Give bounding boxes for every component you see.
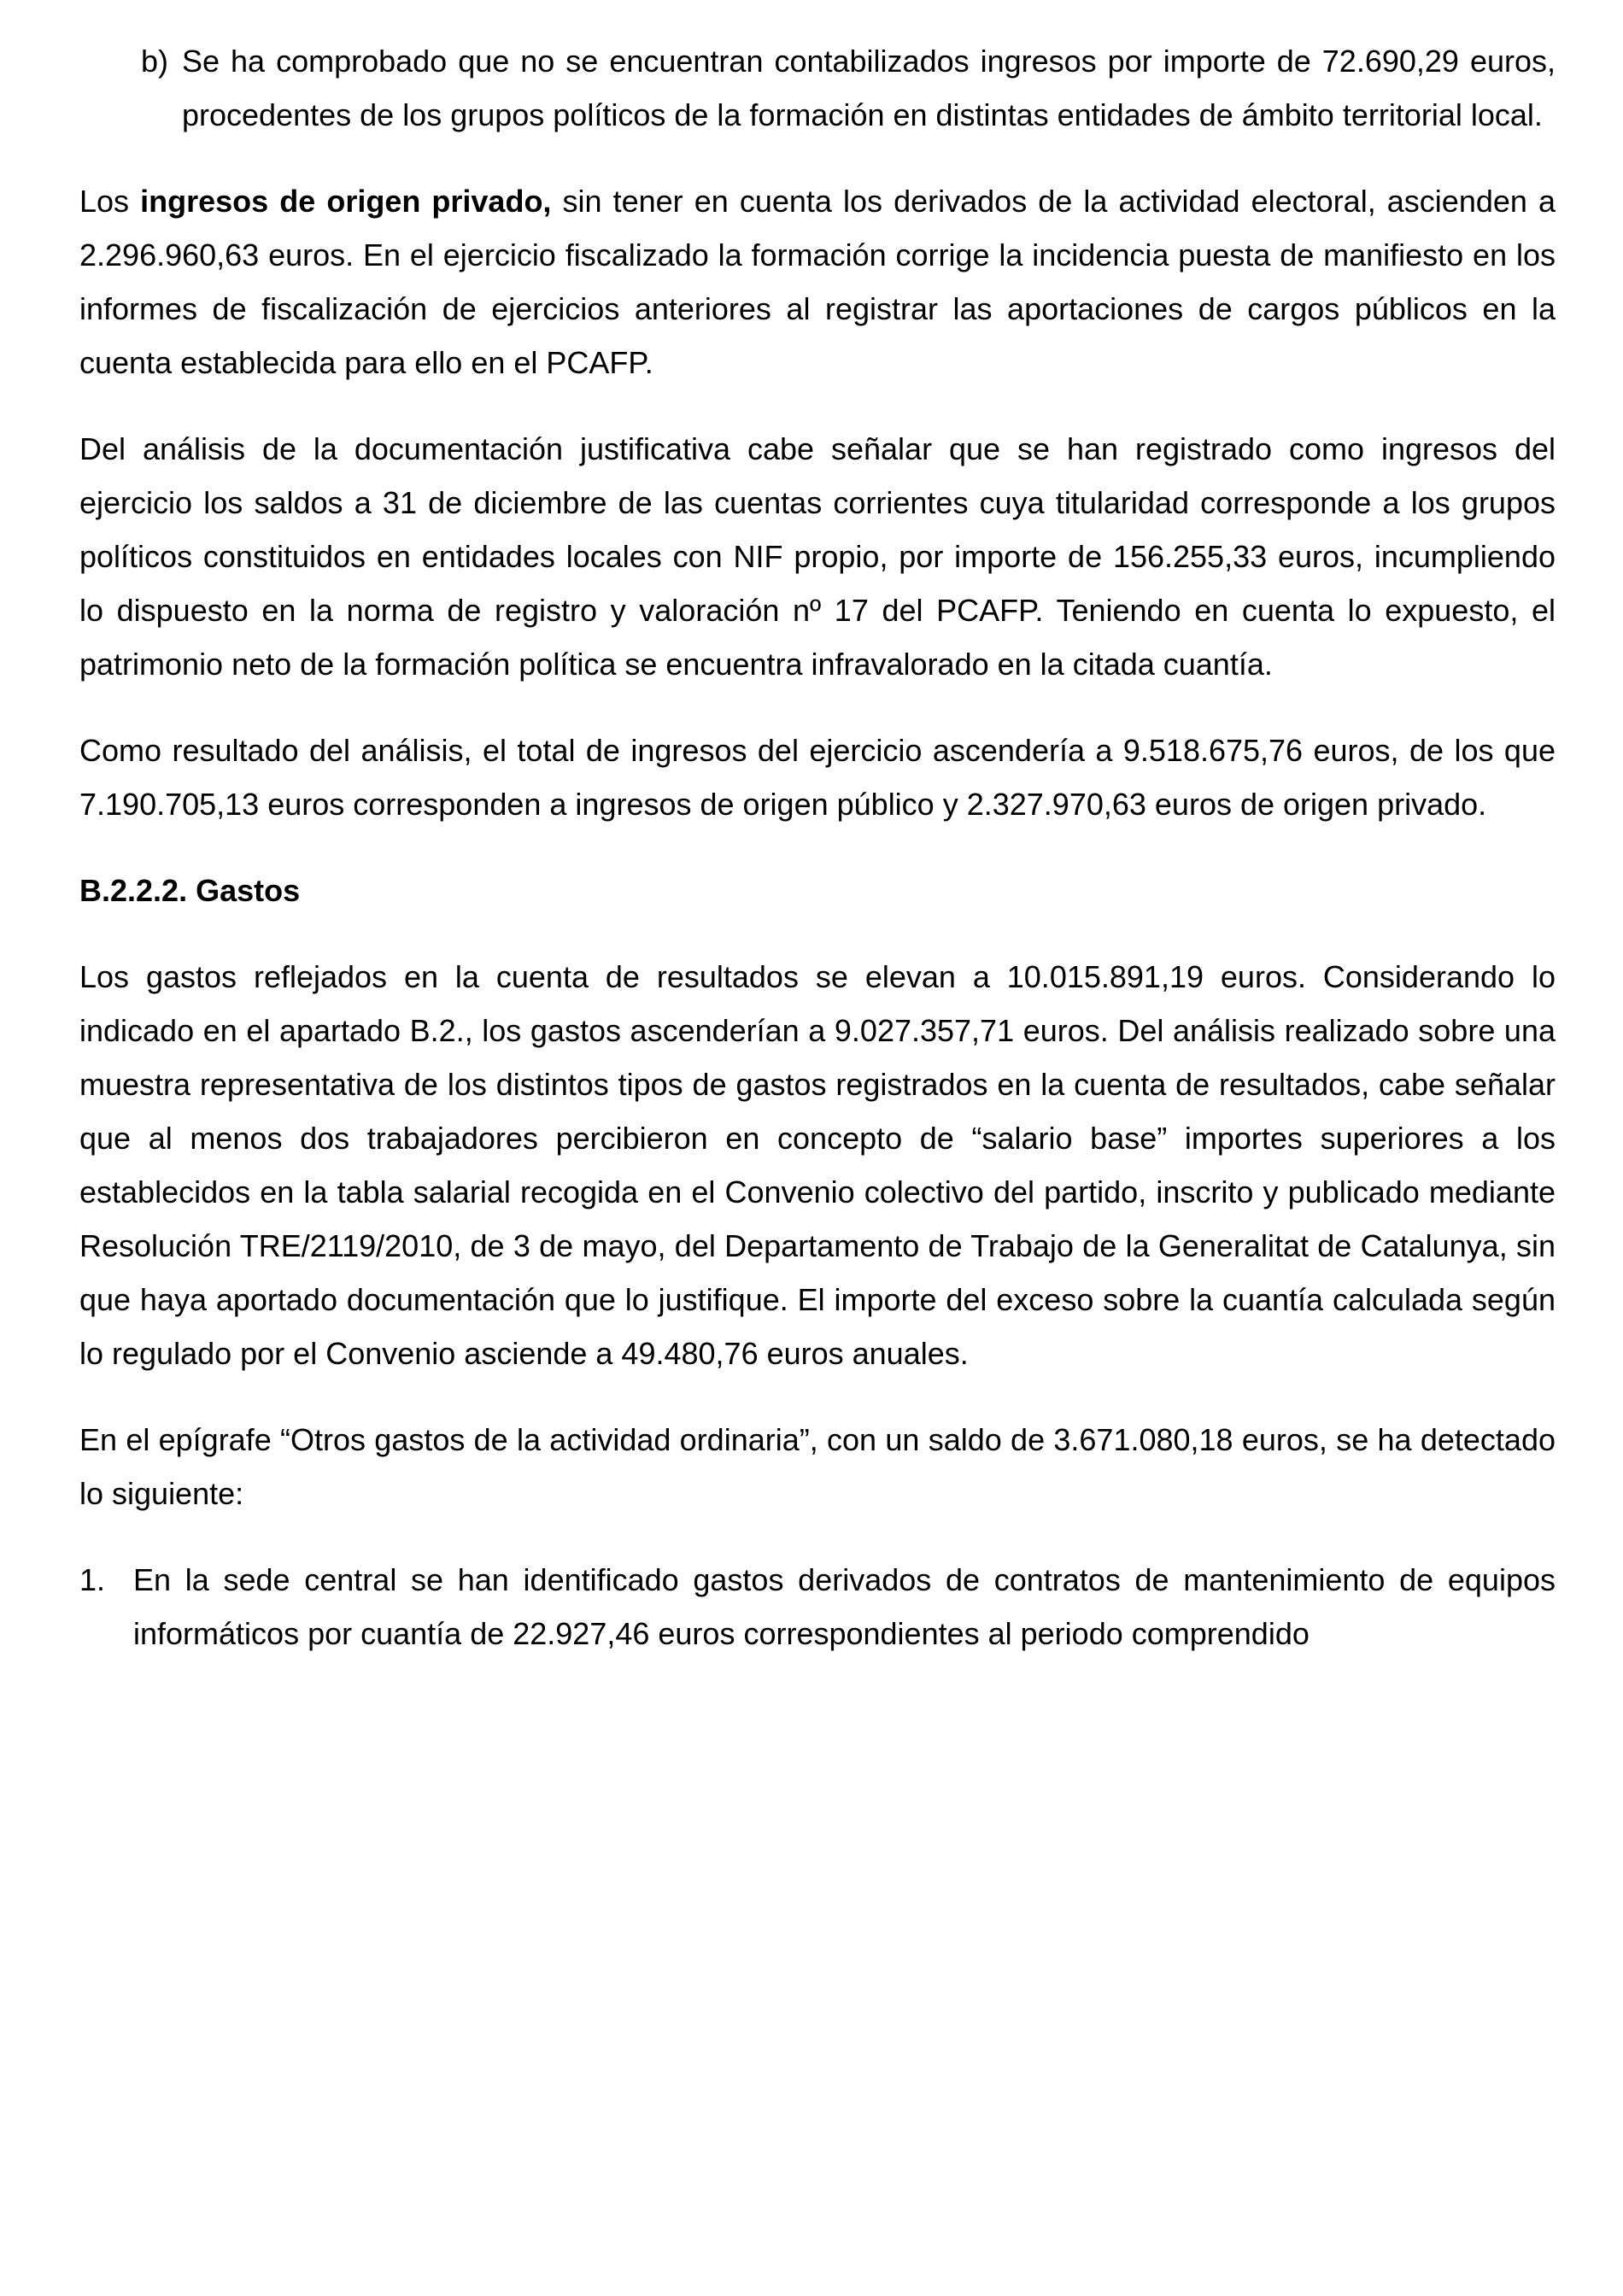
bold-term-private-income: ingresos de origen privado, [140, 184, 552, 219]
list-item-1 [79, 1553, 1556, 1660]
list-marker: b) [141, 44, 169, 79]
list-item-text: Se ha comprobado que no se encuentran contabilizados ingresos por importe de 72.690,29 euros, procedentes de los grupos políticos de la formación en distintas entidades de ámbito territorial local. [182, 44, 1556, 132]
paragraph-result: Como resultado del análisis, el total de ingresos del ejercicio ascendería a 9.518.675,76 euros, de los que 7.190.705,13 euros corresponden a ingresos de origen público y 2.327.970,63 euros de origen privado. [79, 733, 1556, 822]
list-item-text: En la sede central se han identificado gastos derivados de contratos de mantenimiento de equipos informáticos por cuantía de 22.927,46 euros correspondientes al periodo comprendido [133, 1562, 1556, 1651]
paragraph-gastos: Los gastos reflejados en la cuenta de resultados se elevan a 10.015.891,19 euros. Considerando lo indicado en el apartado B.2., los gastos ascenderían a 9.027.357,71 euros. Del análisis realizado sobre una muestra representativa de los distintos tipos de gastos registrados en la cuenta de resultados, cabe señalar que al menos dos trabajadores percibieron en concepto de “salario base” importes superiores a los establecidos en la tabla salarial recogida en el Convenio colectivo del partido, inscrito y publicado mediante Resolución TRE/2119/2010, de 3 de mayo, del Departamento de Trabajo de la Generalitat de Catalunya, sin que haya aportado documentación que lo justifique. El importe del exceso sobre la cuantía calculada según lo regulado por el Convenio asciende a 49.480,76 euros anuales. [79, 959, 1556, 1371]
list-marker: 1. [79, 1562, 106, 1597]
paragraph-analysis: Del análisis de la documentación justificativa cabe señalar que se han registrado como ingresos del ejercicio los saldos a 31 de diciembre de las cuentas corrientes cuya titularidad corresponde a los grupos políticos constituidos en entidades locales con NIF propio, por importe de 156.255,33 euros, incumpliendo lo dispuesto en la norma de registro y valoración nº 17 del PCAFP. Teniendo en cuenta lo expuesto, el patrimonio neto de la formación política se encuentra infravalorado en la citada cuantía. [79, 431, 1556, 682]
paragraph-text: sin tener en cuenta los derivados de la actividad electoral, ascienden a 2.296.960,63 euros. En el ejercicio fiscalizado la formación corrige la incidencia puesta de manifiesto en los informes de fiscalización de ejercicios anteriores al registrar las aportaciones de cargos públicos en la cuenta establecida para ello en el PCAFP. [79, 184, 1556, 380]
section-heading-gastos: B.2.2.2. Gastos [79, 873, 301, 908]
document-page [79, 34, 1556, 1660]
list-item-b [79, 34, 1556, 142]
paragraph-prefix: Los [79, 184, 141, 219]
paragraph-private-income [79, 174, 1556, 390]
paragraph-otros-gastos: En el epígrafe “Otros gastos de la actividad ordinaria”, con un saldo de 3.671.080,18 euros, se ha detectado lo siguiente: [79, 1422, 1556, 1511]
